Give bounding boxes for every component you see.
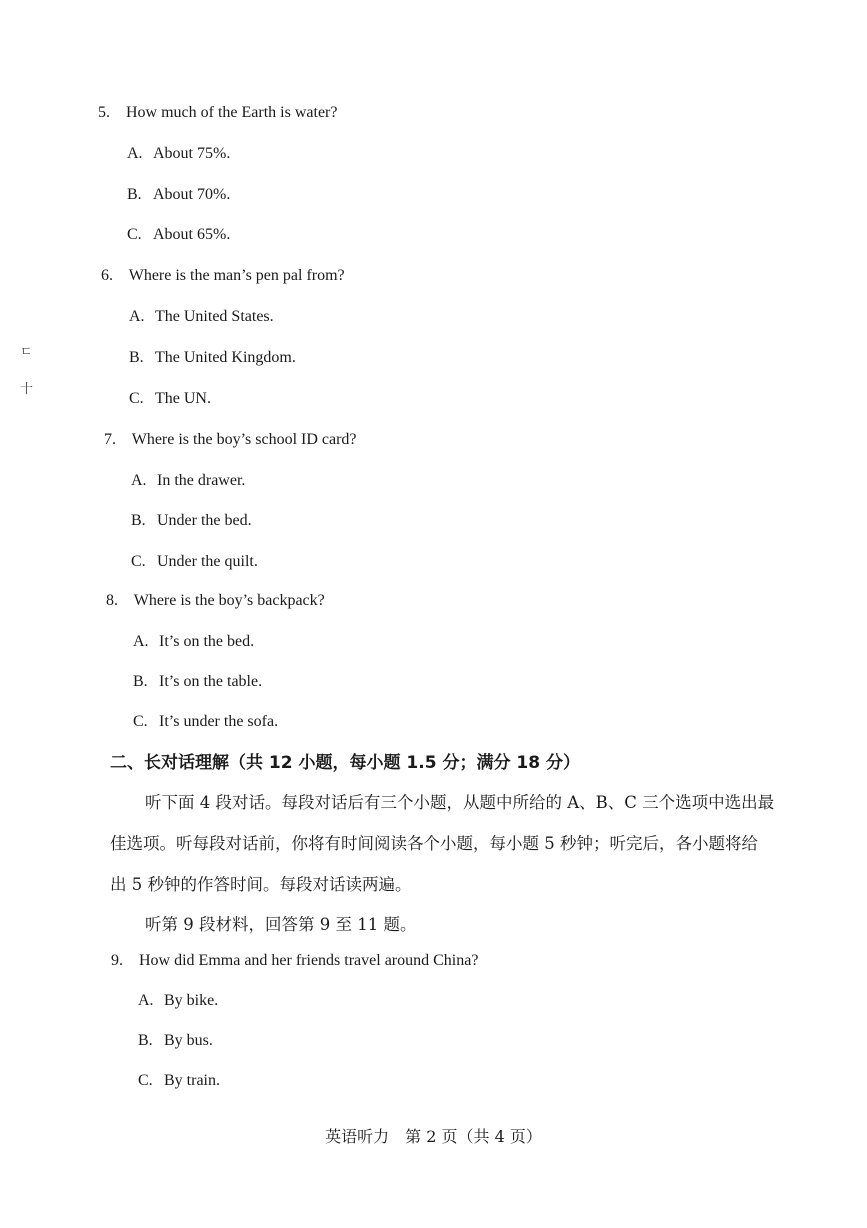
question-6	[101, 267, 345, 285]
option-9c	[138, 1072, 220, 1090]
option-8b	[133, 673, 262, 691]
margin-mark: ㄷ	[20, 344, 33, 359]
option-letter: C.	[138, 1072, 153, 1089]
option-text: It’s on the bed.	[159, 633, 255, 650]
option-6b	[129, 349, 296, 367]
question-number: 7.	[104, 431, 116, 448]
question-number: 8.	[106, 592, 118, 609]
option-6c	[129, 390, 211, 408]
instruction-line-2: 佳选项。听每段对话前，你将有时间阅读各个小题，每小题 5 秒钟；听完后，各小题将给	[110, 834, 758, 853]
question-number: 5.	[98, 104, 110, 121]
option-text: The United Kingdom.	[155, 349, 296, 366]
option-5c	[127, 226, 230, 244]
option-text: It’s on the table.	[159, 673, 263, 690]
question-8	[106, 592, 325, 610]
option-5b	[127, 186, 230, 204]
option-7b	[131, 512, 252, 530]
option-8a	[133, 633, 254, 651]
option-text: It’s under the sofa.	[159, 713, 279, 730]
option-text: About 65%.	[153, 226, 231, 243]
option-text: By bike.	[164, 992, 219, 1009]
option-letter: B.	[129, 349, 144, 366]
option-text: Under the bed.	[157, 512, 252, 529]
question-5	[98, 104, 337, 122]
page-footer: 英语听力 第 2 页（共 4 页）	[325, 1127, 542, 1146]
material-note: 听第 9 段材料，回答第 9 至 11 题。	[145, 915, 417, 934]
option-text: By train.	[164, 1072, 220, 1089]
option-letter: A.	[129, 308, 145, 325]
option-letter: C.	[133, 713, 148, 730]
option-text: The United States.	[155, 308, 274, 325]
option-7c	[131, 553, 258, 571]
option-text: About 75%.	[153, 145, 231, 162]
option-letter: B.	[138, 1032, 153, 1049]
question-text: How much of the Earth is water?	[126, 104, 338, 121]
option-5a	[127, 145, 230, 163]
option-8c	[133, 713, 278, 731]
question-number: 6.	[101, 267, 113, 284]
question-text: Where is the boy’s backpack?	[133, 592, 325, 609]
question-text: How did Emma and her friends travel around China?	[139, 952, 479, 969]
option-text: The UN.	[155, 390, 211, 407]
question-number: 9.	[111, 952, 123, 969]
question-text: Where is the boy’s school ID card?	[131, 431, 357, 448]
option-text: Under the quilt.	[157, 553, 258, 570]
option-text: About 70%.	[153, 186, 231, 203]
section-title: 二、长对话理解（共 12 小题，每小题 1.5 分；满分 18 分）	[110, 753, 580, 773]
option-letter: A.	[138, 992, 154, 1009]
option-letter: B.	[127, 186, 142, 203]
option-letter: B.	[131, 512, 146, 529]
option-6a	[129, 308, 274, 326]
option-text: In the drawer.	[157, 472, 246, 489]
option-letter: C.	[131, 553, 146, 570]
option-9b	[138, 1032, 213, 1050]
option-letter: A.	[131, 472, 147, 489]
question-7	[104, 431, 357, 449]
option-7a	[131, 472, 245, 490]
instruction-line-1: 听下面 4 段对话。每段对话后有三个小题，从题中所给的 A、B、C 三个选项中选出最	[145, 793, 775, 812]
margin-mark: 十	[20, 381, 34, 396]
option-9a	[138, 992, 218, 1010]
instruction-line-3: 出 5 秒钟的作答时间。每段对话读两遍。	[110, 875, 412, 894]
option-letter: A.	[133, 633, 149, 650]
option-text: By bus.	[164, 1032, 213, 1049]
question-9	[111, 952, 478, 970]
option-letter: B.	[133, 673, 148, 690]
option-letter: C.	[129, 390, 144, 407]
option-letter: A.	[127, 145, 143, 162]
option-letter: C.	[127, 226, 142, 243]
question-text: Where is the man’s pen pal from?	[128, 267, 345, 284]
